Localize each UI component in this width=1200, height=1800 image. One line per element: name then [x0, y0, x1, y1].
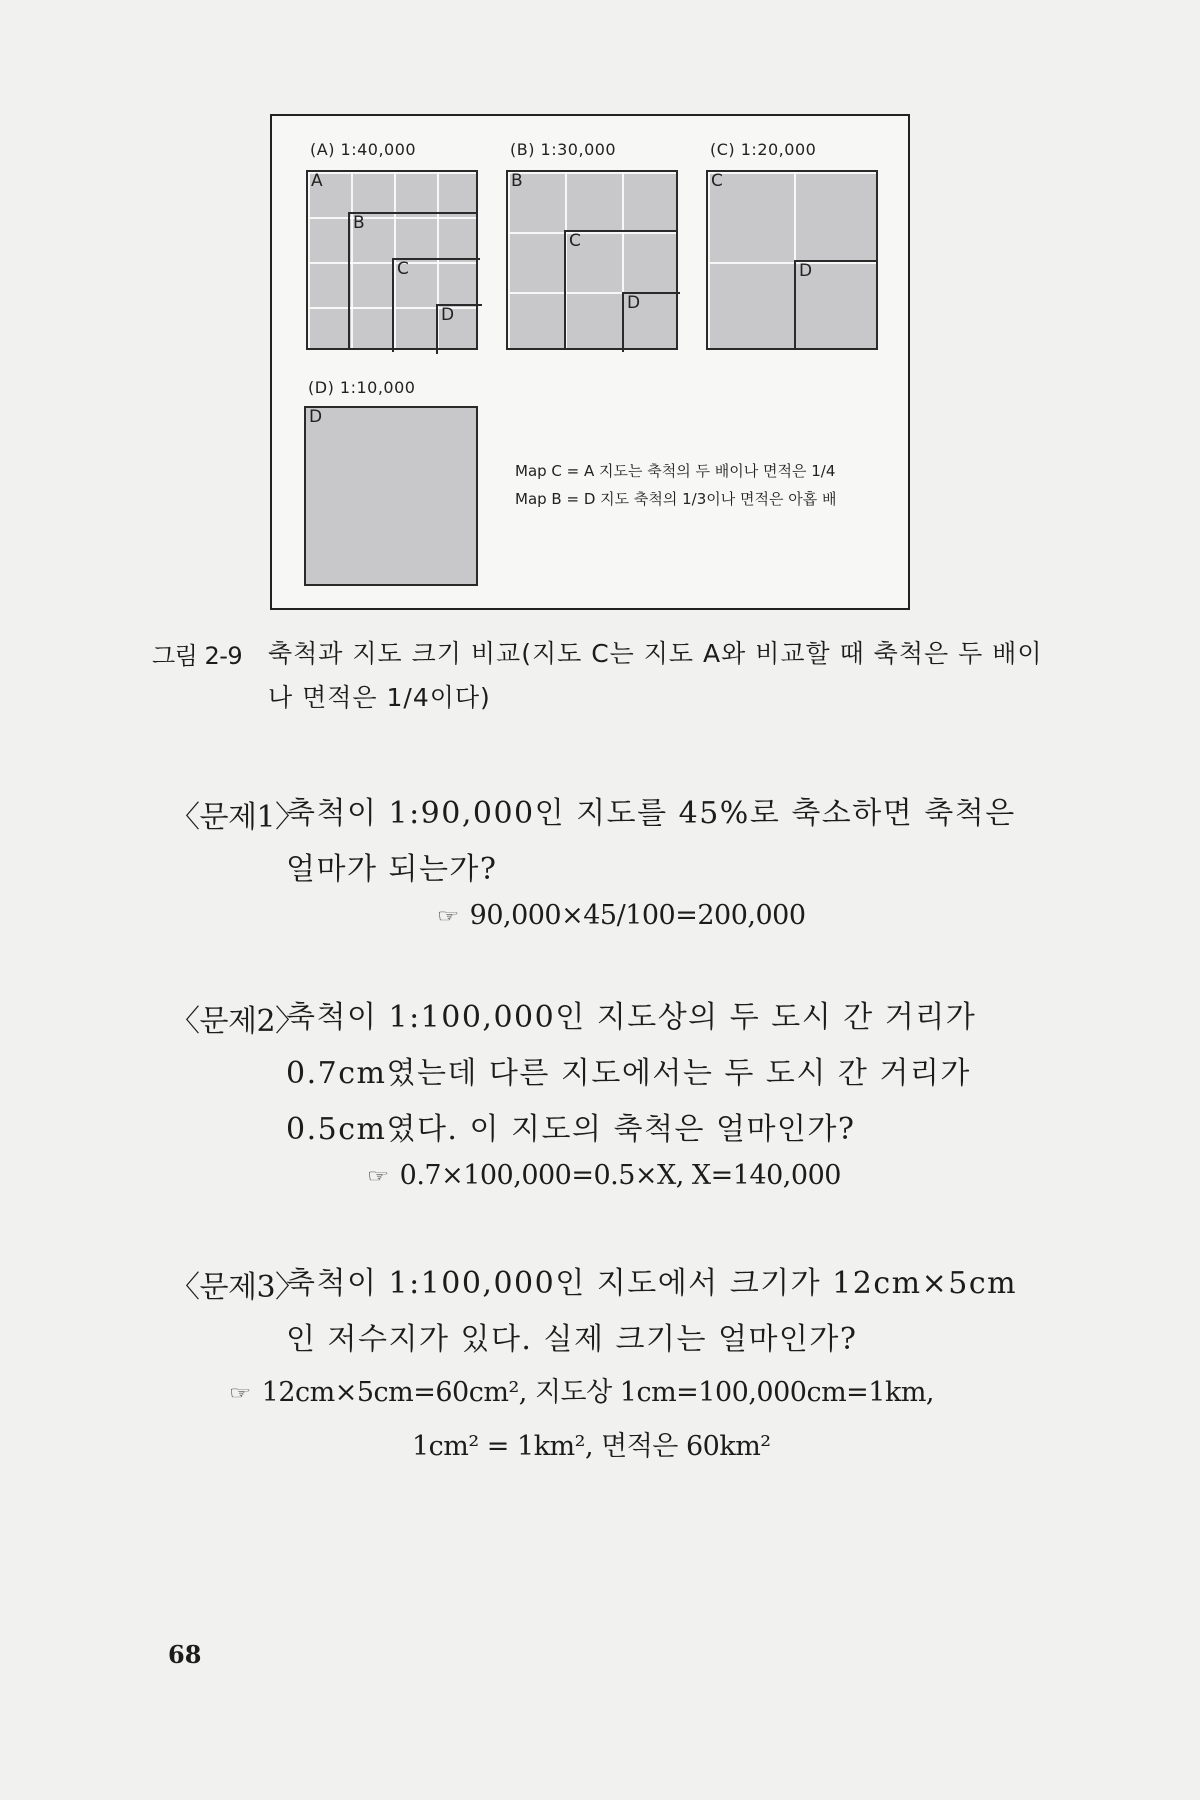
map-b-letter-c: C — [569, 231, 581, 251]
map-c-inset-d — [794, 260, 878, 350]
map-a-inset-b — [348, 212, 478, 350]
page-number: 68 — [168, 1640, 202, 1669]
map-c-letter-d: D — [799, 261, 813, 281]
problem-3-question: 축척이 1:100,000인 지도에서 크기가 12cm×5cm인 저수지가 있다. 실제 크기는 얼마인가? — [286, 1266, 1018, 1357]
figure-note-2: Map B = D 지도 축척의 1/3이나 면적은 아홉 배 — [515, 490, 837, 508]
problem-3-answer-line-1 — [228, 1370, 935, 1409]
pointing-hand-icon: ☞ — [228, 1383, 251, 1404]
map-b-letter-b: B — [511, 171, 523, 191]
map-a-letter-c: C — [397, 259, 409, 279]
problem-3-label: 〈문제3〉 — [170, 1270, 305, 1305]
problem-2-answer-text: 0.7×100,000=0.5×X, X=140,000 — [399, 1160, 841, 1191]
map-b-inset-d — [622, 292, 680, 352]
pointing-hand-icon: ☞ — [366, 1166, 389, 1187]
map-a-letter-a: A — [311, 171, 323, 191]
map-d-letter-d: D — [309, 407, 323, 427]
map-d-panel — [304, 406, 478, 586]
map-a-panel — [306, 170, 478, 350]
problem-3-answer-line-2: 1cm² = 1km², 면적은 60km² — [412, 1431, 771, 1462]
problem-3-answer-text-1: 12cm×5cm=60cm², 지도상 1cm=100,000cm=1km, — [261, 1377, 935, 1408]
map-c-panel — [706, 170, 878, 350]
map-c-letter-c: C — [711, 171, 723, 191]
pointing-hand-icon: ☞ — [436, 906, 459, 927]
map-a-inset-d — [436, 304, 482, 354]
map-b-panel — [506, 170, 678, 350]
problem-1-question: 축척이 1:90,000인 지도를 45%로 축소하면 축척은 얼마가 되는가? — [286, 796, 1016, 887]
map-a-label: (A) 1:40,000 — [310, 140, 417, 159]
problem-1-label: 〈문제1〉 — [170, 800, 305, 835]
problem-2-label: 〈문제2〉 — [170, 1004, 305, 1039]
problem-1-answer — [436, 900, 806, 931]
map-a-inset-c — [392, 258, 480, 352]
map-d-label: (D) 1:10,000 — [308, 378, 416, 397]
map-b-letter-d: D — [627, 293, 641, 313]
scale-comparison-figure — [270, 114, 910, 610]
problem-1-answer-text: 90,000×45/100=200,000 — [469, 900, 806, 931]
map-a-letter-d: D — [441, 305, 455, 325]
figure-note-1: Map C = A 지도는 축척의 두 배이나 면적은 1/4 — [515, 462, 836, 480]
map-a-letter-b: B — [353, 213, 365, 233]
figure-caption-text: 축척과 지도 크기 비교(지도 C는 지도 A와 비교할 때 축척은 두 배이나 면적은 1/4이다) — [268, 639, 1043, 712]
figure-caption-number: 그림 2-9 — [152, 642, 243, 670]
problem-2-answer — [366, 1160, 841, 1191]
map-c-label: (C) 1:20,000 — [710, 140, 817, 159]
map-b-label: (B) 1:30,000 — [510, 140, 617, 159]
problem-2-question: 축척이 1:100,000인 지도상의 두 도시 간 거리가 0.7cm였는데 다른 지도에서는 두 도시 간 거리가 0.5cm였다. 이 지도의 축척은 얼마인가? — [286, 1000, 977, 1147]
map-b-inset-c — [564, 230, 678, 350]
